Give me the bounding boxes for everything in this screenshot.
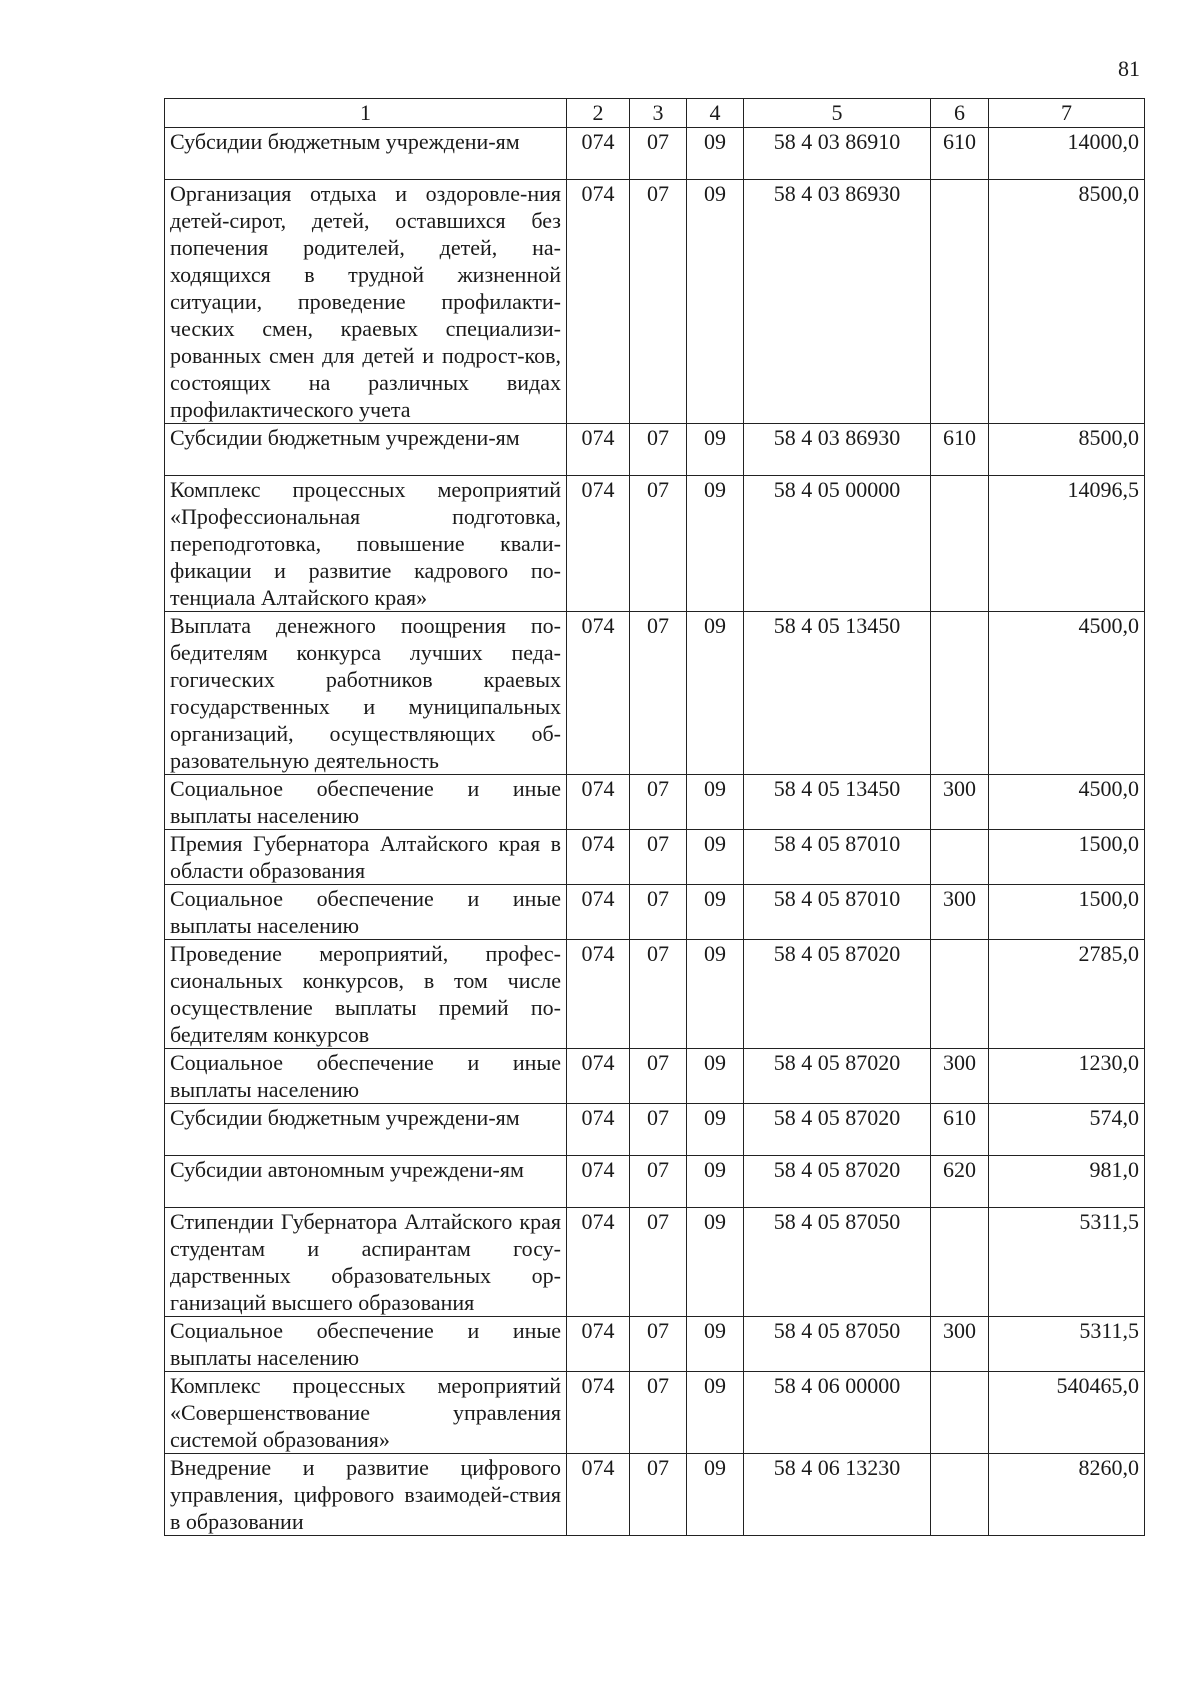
target-article-code: 58 4 03 86910 bbox=[744, 128, 931, 180]
column-header: 6 bbox=[931, 99, 989, 128]
table-row bbox=[165, 940, 1145, 1049]
subsection-code: 09 bbox=[687, 830, 744, 885]
table-row bbox=[165, 1208, 1145, 1317]
table-row bbox=[165, 1317, 1145, 1372]
subsection-code: 09 bbox=[687, 128, 744, 180]
admin-code: 074 bbox=[567, 830, 630, 885]
subsection-code: 09 bbox=[687, 1156, 744, 1208]
page-number: 81 bbox=[1118, 56, 1140, 81]
admin-code: 074 bbox=[567, 180, 630, 424]
column-header: 1 bbox=[165, 99, 567, 128]
row-name: Социальное обеспечение и иные выплаты населению bbox=[165, 885, 567, 940]
row-name: Премия Губернатора Алтайского края в области образования bbox=[165, 830, 567, 885]
subsection-code: 09 bbox=[687, 885, 744, 940]
expense-type-code bbox=[931, 1208, 989, 1317]
row-name: Социальное обеспечение и иные выплаты населению bbox=[165, 1049, 567, 1104]
table-row bbox=[165, 885, 1145, 940]
target-article-code: 58 4 05 00000 bbox=[744, 476, 931, 612]
row-name: Социальное обеспечение и иные выплаты населению bbox=[165, 775, 567, 830]
table-row bbox=[165, 775, 1145, 830]
amount: 4500,0 bbox=[989, 612, 1145, 775]
amount: 8260,0 bbox=[989, 1454, 1145, 1536]
subsection-code: 09 bbox=[687, 424, 744, 476]
amount: 574,0 bbox=[989, 1104, 1145, 1156]
admin-code: 074 bbox=[567, 612, 630, 775]
admin-code: 074 bbox=[567, 1372, 630, 1454]
table-row bbox=[165, 1104, 1145, 1156]
column-header: 2 bbox=[567, 99, 630, 128]
expense-type-code: 610 bbox=[931, 1104, 989, 1156]
section-code: 07 bbox=[630, 476, 687, 612]
amount: 2785,0 bbox=[989, 940, 1145, 1049]
amount: 8500,0 bbox=[989, 180, 1145, 424]
table-row bbox=[165, 128, 1145, 180]
subsection-code: 09 bbox=[687, 1049, 744, 1104]
target-article-code: 58 4 03 86930 bbox=[744, 424, 931, 476]
target-article-code: 58 4 05 87020 bbox=[744, 1049, 931, 1104]
target-article-code: 58 4 03 86930 bbox=[744, 180, 931, 424]
target-article-code: 58 4 05 87050 bbox=[744, 1317, 931, 1372]
budget-table bbox=[164, 98, 1145, 1536]
row-name: Организация отдыха и оздоровле-ния детей-сирот, детей, оставшихся без попечения родителей, детей, на-ходящихся в трудной жизненной ситуации, проведение профилакти-ческих смен, краевых специализи-рованных смен для детей и подрост-ков, состоящих на различных видах профилактического учета bbox=[165, 180, 567, 424]
section-code: 07 bbox=[630, 1049, 687, 1104]
amount: 5311,5 bbox=[989, 1208, 1145, 1317]
section-code: 07 bbox=[630, 885, 687, 940]
target-article-code: 58 4 05 13450 bbox=[744, 612, 931, 775]
subsection-code: 09 bbox=[687, 1104, 744, 1156]
target-article-code: 58 4 06 13230 bbox=[744, 1454, 931, 1536]
admin-code: 074 bbox=[567, 128, 630, 180]
row-name: Комплекс процессных мероприятий «Совершенствование управления системой образования» bbox=[165, 1372, 567, 1454]
row-name: Выплата денежного поощрения по-бедителям конкурса лучших педа-гогических работников краевых государственных и муниципальных организаций, осуществляющих об-разовательную деятельность bbox=[165, 612, 567, 775]
table-row bbox=[165, 424, 1145, 476]
admin-code: 074 bbox=[567, 1049, 630, 1104]
table-row bbox=[165, 1454, 1145, 1536]
column-header: 5 bbox=[744, 99, 931, 128]
admin-code: 074 bbox=[567, 1156, 630, 1208]
amount: 5311,5 bbox=[989, 1317, 1145, 1372]
admin-code: 074 bbox=[567, 1317, 630, 1372]
section-code: 07 bbox=[630, 830, 687, 885]
expense-type-code bbox=[931, 1372, 989, 1454]
admin-code: 074 bbox=[567, 476, 630, 612]
row-name: Проведение мероприятий, профес-сиональных конкурсов, в том числе осуществление выплаты премий по-бедителям конкурсов bbox=[165, 940, 567, 1049]
row-name: Социальное обеспечение и иные выплаты населению bbox=[165, 1317, 567, 1372]
expense-type-code bbox=[931, 180, 989, 424]
subsection-code: 09 bbox=[687, 180, 744, 424]
expense-type-code: 300 bbox=[931, 775, 989, 830]
row-name: Субсидии бюджетным учреждени-ям bbox=[165, 128, 567, 180]
target-article-code: 58 4 05 87020 bbox=[744, 940, 931, 1049]
expense-type-code bbox=[931, 830, 989, 885]
subsection-code: 09 bbox=[687, 1454, 744, 1536]
amount: 1500,0 bbox=[989, 830, 1145, 885]
admin-code: 074 bbox=[567, 1454, 630, 1536]
section-code: 07 bbox=[630, 1156, 687, 1208]
section-code: 07 bbox=[630, 1454, 687, 1536]
expense-type-code bbox=[931, 940, 989, 1049]
row-name: Комплекс процессных мероприятий «Профессиональная подготовка, переподготовка, повышение квали-фикации и развитие кадрового по-тенциала Алтайского края» bbox=[165, 476, 567, 612]
expense-type-code bbox=[931, 1454, 989, 1536]
header-row bbox=[165, 99, 1145, 128]
row-name: Стипендии Губернатора Алтайского края студентам и аспирантам госу-дарственных образовательных ор-ганизаций высшего образования bbox=[165, 1208, 567, 1317]
row-name: Субсидии бюджетным учреждени-ям bbox=[165, 424, 567, 476]
subsection-code: 09 bbox=[687, 1208, 744, 1317]
target-article-code: 58 4 05 87010 bbox=[744, 885, 931, 940]
section-code: 07 bbox=[630, 612, 687, 775]
row-name: Субсидии автономным учреждени-ям bbox=[165, 1156, 567, 1208]
section-code: 07 bbox=[630, 1372, 687, 1454]
admin-code: 074 bbox=[567, 885, 630, 940]
amount: 540465,0 bbox=[989, 1372, 1145, 1454]
amount: 1230,0 bbox=[989, 1049, 1145, 1104]
table-row bbox=[165, 180, 1145, 424]
column-header: 4 bbox=[687, 99, 744, 128]
subsection-code: 09 bbox=[687, 612, 744, 775]
admin-code: 074 bbox=[567, 424, 630, 476]
table-row bbox=[165, 612, 1145, 775]
target-article-code: 58 4 05 87050 bbox=[744, 1208, 931, 1317]
subsection-code: 09 bbox=[687, 775, 744, 830]
target-article-code: 58 4 05 87020 bbox=[744, 1104, 931, 1156]
amount: 8500,0 bbox=[989, 424, 1145, 476]
amount: 981,0 bbox=[989, 1156, 1145, 1208]
column-header: 3 bbox=[630, 99, 687, 128]
expense-type-code: 620 bbox=[931, 1156, 989, 1208]
amount: 4500,0 bbox=[989, 775, 1145, 830]
table-row bbox=[165, 1049, 1145, 1104]
row-name: Внедрение и развитие цифрового управления, цифрового взаимодей-ствия в образовании bbox=[165, 1454, 567, 1536]
target-article-code: 58 4 05 87020 bbox=[744, 1156, 931, 1208]
target-article-code: 58 4 05 13450 bbox=[744, 775, 931, 830]
table-row bbox=[165, 830, 1145, 885]
table-body bbox=[165, 128, 1145, 1536]
expense-type-code: 300 bbox=[931, 1049, 989, 1104]
section-code: 07 bbox=[630, 1317, 687, 1372]
subsection-code: 09 bbox=[687, 476, 744, 612]
section-code: 07 bbox=[630, 1104, 687, 1156]
admin-code: 074 bbox=[567, 940, 630, 1049]
amount: 14096,5 bbox=[989, 476, 1145, 612]
expense-type-code: 300 bbox=[931, 1317, 989, 1372]
admin-code: 074 bbox=[567, 775, 630, 830]
section-code: 07 bbox=[630, 1208, 687, 1317]
amount: 14000,0 bbox=[989, 128, 1145, 180]
column-header: 7 bbox=[989, 99, 1145, 128]
section-code: 07 bbox=[630, 424, 687, 476]
expense-type-code: 610 bbox=[931, 128, 989, 180]
target-article-code: 58 4 06 00000 bbox=[744, 1372, 931, 1454]
subsection-code: 09 bbox=[687, 1372, 744, 1454]
subsection-code: 09 bbox=[687, 1317, 744, 1372]
section-code: 07 bbox=[630, 775, 687, 830]
section-code: 07 bbox=[630, 940, 687, 1049]
table-row bbox=[165, 1372, 1145, 1454]
section-code: 07 bbox=[630, 180, 687, 424]
section-code: 07 bbox=[630, 128, 687, 180]
expense-type-code: 610 bbox=[931, 424, 989, 476]
target-article-code: 58 4 05 87010 bbox=[744, 830, 931, 885]
table-row bbox=[165, 476, 1145, 612]
amount: 1500,0 bbox=[989, 885, 1145, 940]
admin-code: 074 bbox=[567, 1104, 630, 1156]
expense-type-code: 300 bbox=[931, 885, 989, 940]
expense-type-code bbox=[931, 612, 989, 775]
expense-type-code bbox=[931, 476, 989, 612]
subsection-code: 09 bbox=[687, 940, 744, 1049]
row-name: Субсидии бюджетным учреждени-ям bbox=[165, 1104, 567, 1156]
admin-code: 074 bbox=[567, 1208, 630, 1317]
table-row bbox=[165, 1156, 1145, 1208]
